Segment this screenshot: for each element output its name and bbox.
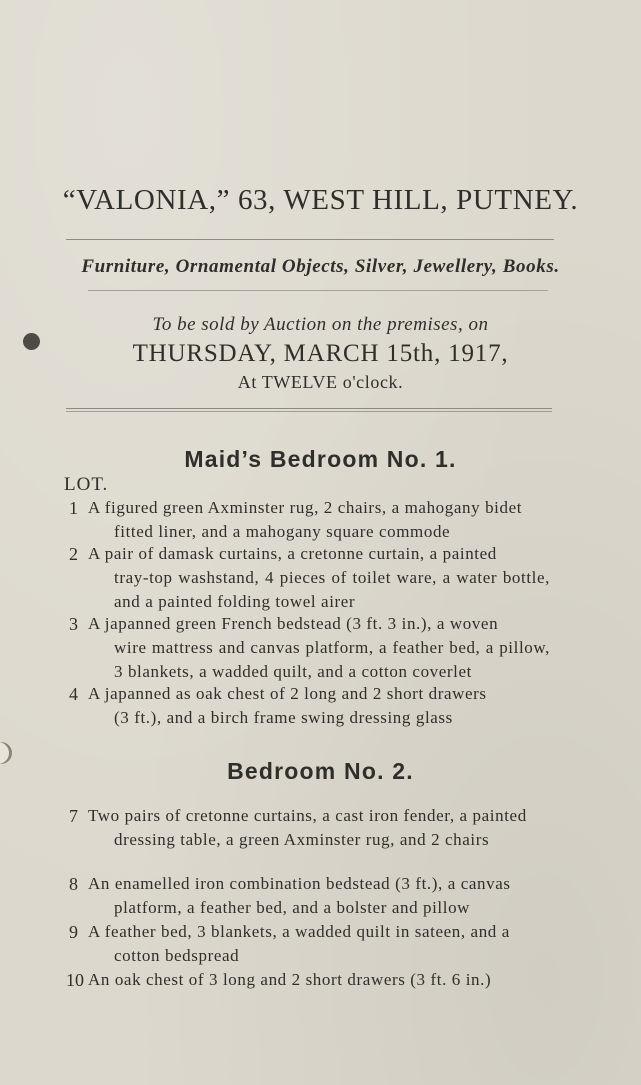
binding-hole (23, 333, 40, 350)
lot-number: 3 (69, 614, 78, 634)
lot-number: 4 (69, 684, 78, 704)
lot-description-line: Two pairs of cretonne curtains, a cast iron fender, a painted (88, 806, 527, 825)
lot-number: 1 (69, 498, 78, 518)
lot-description (88, 496, 550, 544)
lot-number: 10 (66, 970, 84, 990)
lot-description-line: A japanned green French bedstead (3 ft. 3 in.), a woven (88, 614, 499, 633)
lot-number: 7 (69, 806, 78, 826)
lot-description-line: A figured green Axminster rug, 2 chairs, a mahogany bidet (88, 498, 523, 517)
lot-description-rest: fitted liner, and a mahogany square commode (114, 522, 451, 541)
page-subtitle: Furniture, Ornamental Objects, Silver, Jewellery, Books. (81, 256, 560, 277)
lot-number: 2 (69, 544, 78, 564)
lot-description-rest: platform, a feather bed, and a bolster and pillow (114, 898, 471, 917)
section-title-bedroom-2: Bedroom No. 2. (227, 758, 414, 784)
lot-number: 9 (69, 922, 78, 942)
header-rule-lower (66, 411, 552, 412)
lot-description-rest: tray-top washstand, 4 pieces of toilet ware, a water bottle, and a painted folding towel airer (114, 568, 550, 611)
lot-description-line: A japanned as oak chest of 2 long and 2 short drawers (88, 684, 487, 703)
lot-description-rest: wire mattress and canvas platform, a feather bed, a pillow, 3 blankets, a wadded quilt, and a cotton coverlet (114, 638, 550, 681)
subtitle-rule (88, 290, 548, 291)
lot-description (88, 804, 550, 852)
lot-description-rest: (3 ft.), and a birch frame swing dressing glass (114, 708, 453, 727)
lot-description-line: A feather bed, 3 blankets, a wadded quilt in sateen, and a (88, 922, 510, 941)
lot-description-rest: cotton bedspread (114, 946, 240, 965)
lot-number: 8 (69, 874, 78, 894)
title-rule (66, 239, 554, 240)
sale-notice: To be sold by Auction on the premises, on (152, 314, 489, 335)
sale-date: THURSDAY, MARCH 15th, 1917, (132, 340, 509, 367)
page-title: “VALONIA,” 63, WEST HILL, PUTNEY. (62, 184, 579, 216)
lot-description (88, 542, 550, 614)
sale-time: At TWELVE o'clock. (237, 372, 404, 392)
lot-description-rest: dressing table, a green Axminster rug, and 2 chairs (114, 830, 490, 849)
section-title-maids-bedroom-1: Maid’s Bedroom No. 1. (184, 446, 457, 472)
lot-description (88, 920, 550, 968)
header-rule (66, 408, 552, 409)
lot-description-line: An oak chest of 3 long and 2 short drawers (3 ft. 6 in.) (88, 970, 492, 989)
lot-description-line: A pair of damask curtains, a cretonne curtain, a painted (88, 544, 497, 563)
lot-description (88, 872, 550, 920)
lot-description (88, 968, 550, 992)
lot-description (88, 682, 550, 730)
lot-description-line: An enamelled iron combination bedstead (3 ft.), a canvas (88, 874, 511, 893)
lot-description (88, 612, 550, 684)
lot-column-label: LOT. (64, 474, 109, 495)
